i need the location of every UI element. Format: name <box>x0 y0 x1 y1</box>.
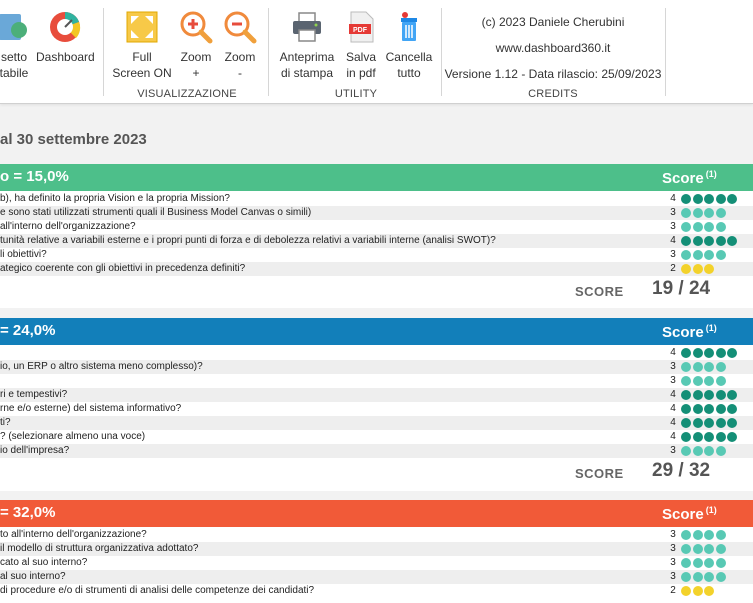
score-dot <box>693 264 703 274</box>
score-dot <box>727 404 737 414</box>
print-preview-button-label: Anteprima di stampa <box>279 50 335 80</box>
score-dots <box>681 194 739 204</box>
question-row <box>0 570 753 584</box>
full-screen-button-label: Full Screen ON <box>112 50 172 80</box>
question-text: rne e/o esterne) del sistema informativo? <box>0 403 182 414</box>
score-dot <box>716 194 726 204</box>
section-organization <box>0 500 753 603</box>
section-weight: o = 15,0% <box>0 168 69 185</box>
section-body <box>0 345 753 491</box>
score-dot <box>693 208 703 218</box>
zoom-out-icon <box>223 10 257 44</box>
question-row <box>0 528 753 542</box>
score-dot <box>704 418 714 428</box>
score-dots <box>681 404 739 414</box>
score-dots <box>681 208 727 218</box>
score-dot <box>681 404 691 414</box>
question-text: ategico coerente con gli obiettivi in precedenza definiti? <box>0 263 246 274</box>
question-row <box>0 234 753 248</box>
score-dots <box>681 558 727 568</box>
section-weight: = 32,0% <box>0 504 56 521</box>
score-dot <box>693 572 703 582</box>
question-row <box>0 360 753 374</box>
score-dots <box>681 432 739 442</box>
full-screen-icon <box>125 10 159 44</box>
question-score[interactable]: 3 <box>670 207 676 218</box>
score-dot <box>716 544 726 554</box>
score-dots <box>681 418 739 428</box>
question-row <box>0 584 753 598</box>
score-dot <box>716 250 726 260</box>
question-score[interactable]: 3 <box>670 571 676 582</box>
printer-icon <box>290 10 324 44</box>
score-dot <box>693 222 703 232</box>
score-dot <box>693 348 703 358</box>
question-text: b), ha definito la propria Vision e la propria Mission? <box>0 193 230 204</box>
question-row <box>0 192 753 206</box>
layout-button-label: setto tabile <box>0 50 29 80</box>
score-dot <box>704 530 714 540</box>
zoom-out-button-label: Zoom - <box>224 50 256 80</box>
section-body <box>0 191 753 308</box>
score-dot <box>716 376 726 386</box>
question-row <box>0 402 753 416</box>
score-dot <box>693 446 703 456</box>
question-text: all'interno dell'organizzazione? <box>0 221 136 232</box>
credits-version: Versione 1.12 - Data rilascio: 25/09/2023 <box>444 67 662 81</box>
group-label-utility: UTILITY <box>334 88 378 100</box>
score-dot <box>716 418 726 428</box>
section-header <box>0 318 753 345</box>
score-dot <box>704 236 714 246</box>
score-dot <box>704 362 714 372</box>
question-row <box>0 444 753 458</box>
save-pdf-button-label: Salva in pdf <box>345 50 377 80</box>
score-dots <box>681 376 727 386</box>
question-score[interactable]: 3 <box>670 543 676 554</box>
question-score[interactable]: 3 <box>670 557 676 568</box>
question-score[interactable]: 3 <box>670 445 676 456</box>
score-dot <box>693 376 703 386</box>
score-dots <box>681 222 727 232</box>
question-score[interactable]: 2 <box>670 263 676 274</box>
question-text: tunità relative a variabili esterne e i propri punti di forza e di debolezza relativi a variabili interne (analisi SWOT)? <box>0 235 496 246</box>
score-dot <box>716 530 726 540</box>
score-dot <box>693 194 703 204</box>
score-dot <box>704 194 714 204</box>
question-score[interactable]: 4 <box>670 403 676 414</box>
dashboard-button-label: Dashboard <box>36 50 95 64</box>
score-dot <box>727 236 737 246</box>
layout-button[interactable] <box>0 10 34 81</box>
score-dot <box>693 362 703 372</box>
score-dot <box>681 208 691 218</box>
score-dots <box>681 362 727 372</box>
score-dot <box>716 558 726 568</box>
zoom-in-button-label: Zoom + <box>180 50 212 80</box>
score-dot <box>681 390 691 400</box>
score-dot <box>681 432 691 442</box>
clear-all-button-label: Cancella tutto <box>385 50 433 80</box>
save-pdf-button[interactable] <box>341 10 381 81</box>
score-dot <box>693 236 703 246</box>
score-dots <box>681 348 739 358</box>
layout-icon <box>0 10 31 44</box>
zoom-out-button[interactable] <box>220 10 260 81</box>
ribbon-separator <box>103 8 104 96</box>
question-score[interactable]: 3 <box>670 249 676 260</box>
score-dot <box>716 390 726 400</box>
question-text: ti? <box>0 417 11 428</box>
section-information-systems <box>0 318 753 491</box>
score-dot <box>704 586 714 596</box>
score-dot <box>681 362 691 372</box>
score-dot <box>693 404 703 414</box>
question-text: cato al suo interno? <box>0 557 88 568</box>
score-dots <box>681 264 716 274</box>
score-dot <box>681 530 691 540</box>
section-header <box>0 164 753 191</box>
zoom-in-icon <box>179 10 213 44</box>
score-dot <box>704 376 714 386</box>
ribbon-toolbar <box>0 0 753 104</box>
score-dots <box>681 544 727 554</box>
question-text: al suo interno? <box>0 571 66 582</box>
score-dot <box>704 446 714 456</box>
question-score[interactable]: 4 <box>670 235 676 246</box>
score-dot <box>693 558 703 568</box>
score-dot <box>704 208 714 218</box>
question-score[interactable]: 3 <box>670 375 676 386</box>
question-row <box>0 374 753 388</box>
ribbon-separator <box>665 8 666 96</box>
score-dot <box>704 348 714 358</box>
score-column-header: Score $^{(1)}$ <box>662 169 717 187</box>
print-preview-button[interactable] <box>275 10 339 81</box>
score-dot <box>681 418 691 428</box>
question-text: ri e tempestivi? <box>0 389 68 400</box>
score-dot <box>681 348 691 358</box>
total-score: 29 / 32 <box>652 460 711 481</box>
question-row <box>0 206 753 220</box>
question-score[interactable]: 4 <box>670 347 676 358</box>
report-date-heading: al 30 settembre 2023 <box>0 131 147 148</box>
score-dots <box>681 236 739 246</box>
question-row <box>0 248 753 262</box>
score-dots <box>681 530 727 540</box>
score-dot <box>704 544 714 554</box>
question-score[interactable]: 4 <box>670 417 676 428</box>
score-dot <box>704 250 714 260</box>
credits-website[interactable]: www.dashboard360.it <box>495 41 611 55</box>
question-row <box>0 416 753 430</box>
dashboard-gauge-icon <box>48 10 82 44</box>
full-screen-button[interactable] <box>112 10 172 81</box>
score-dots <box>681 250 727 260</box>
score-dot <box>704 222 714 232</box>
score-dots <box>681 586 716 596</box>
score-dot <box>693 432 703 442</box>
group-label-credits: CREDITS <box>528 88 578 100</box>
score-dot <box>681 222 691 232</box>
question-text: io dell'impresa? <box>0 445 70 456</box>
score-dot <box>716 404 726 414</box>
question-text: to all'interno dell'organizzazione? <box>0 529 147 540</box>
question-text: di procedure e/o di strumenti di analisi delle competenze dei candidati? <box>0 585 315 596</box>
question-text: e sono stati utilizzati strumenti quali il Business Model Canvas o simili) <box>0 207 312 218</box>
question-row <box>0 556 753 570</box>
score-dot <box>681 250 691 260</box>
score-dot <box>693 250 703 260</box>
group-label-visualizzazione: VISUALIZZAZIONE <box>137 88 237 100</box>
score-dot <box>681 194 691 204</box>
question-row <box>0 220 753 234</box>
score-column-header: Score $^{(1)}$ <box>662 505 717 523</box>
question-score[interactable]: 3 <box>670 361 676 372</box>
question-text: il modello di struttura organizzativa adottato? <box>0 543 199 554</box>
dashboard-button[interactable] <box>36 10 94 65</box>
score-dots <box>681 390 739 400</box>
question-row <box>0 262 753 276</box>
score-dot <box>727 432 737 442</box>
credits-copyright: (c) 2023 Daniele Cherubini <box>481 15 625 29</box>
score-dot <box>727 194 737 204</box>
question-text: ? (selezionare almeno una voce) <box>0 431 146 442</box>
score-dot <box>716 222 726 232</box>
score-dot <box>727 418 737 428</box>
score-dot <box>716 362 726 372</box>
score-dot <box>693 544 703 554</box>
section-weight: = 24,0% <box>0 322 56 339</box>
score-dot <box>681 376 691 386</box>
svg-text:PDF: PDF <box>353 27 367 34</box>
question-text: io, un ERP o altro sistema meno complesso)? <box>0 361 203 372</box>
score-dot <box>704 558 714 568</box>
question-score[interactable]: 3 <box>670 221 676 232</box>
question-row <box>0 346 753 360</box>
question-row <box>0 542 753 556</box>
question-score[interactable]: 2 <box>670 585 676 596</box>
score-dot <box>704 264 714 274</box>
question-score[interactable]: 4 <box>670 193 676 204</box>
score-dot <box>704 432 714 442</box>
score-dots <box>681 572 727 582</box>
total-label: SCORE <box>575 284 624 299</box>
section-header <box>0 500 753 527</box>
score-dot <box>716 432 726 442</box>
total-label: SCORE <box>575 466 624 481</box>
score-dot <box>681 236 691 246</box>
pdf-file-icon <box>344 10 378 44</box>
score-dot <box>727 390 737 400</box>
question-score[interactable]: 4 <box>670 389 676 400</box>
trash-icon <box>392 10 426 44</box>
score-dot <box>716 572 726 582</box>
score-dot <box>693 390 703 400</box>
zoom-in-button[interactable] <box>176 10 216 81</box>
question-text: li obiettivi? <box>0 249 47 260</box>
question-score[interactable]: 3 <box>670 529 676 540</box>
score-dot <box>716 446 726 456</box>
score-dot <box>716 208 726 218</box>
clear-all-button[interactable] <box>382 10 436 81</box>
score-dot <box>716 348 726 358</box>
score-dot <box>693 418 703 428</box>
section-body <box>0 527 753 603</box>
score-dot <box>681 572 691 582</box>
score-column-header: Score $^{(1)}$ <box>662 323 717 341</box>
question-score[interactable]: 4 <box>670 431 676 442</box>
question-row <box>0 388 753 402</box>
score-dots <box>681 446 727 456</box>
score-dot <box>716 236 726 246</box>
question-row <box>0 430 753 444</box>
score-dot <box>693 586 703 596</box>
score-dot <box>681 558 691 568</box>
score-dot <box>681 586 691 596</box>
score-dot <box>681 446 691 456</box>
score-dot <box>727 348 737 358</box>
score-dot <box>704 404 714 414</box>
score-dot <box>704 572 714 582</box>
total-score: 19 / 24 <box>652 278 711 299</box>
ribbon-separator <box>268 8 269 96</box>
score-dot <box>681 544 691 554</box>
section-strategy <box>0 164 753 308</box>
score-dot <box>681 264 691 274</box>
score-dot <box>693 530 703 540</box>
score-dot <box>704 390 714 400</box>
